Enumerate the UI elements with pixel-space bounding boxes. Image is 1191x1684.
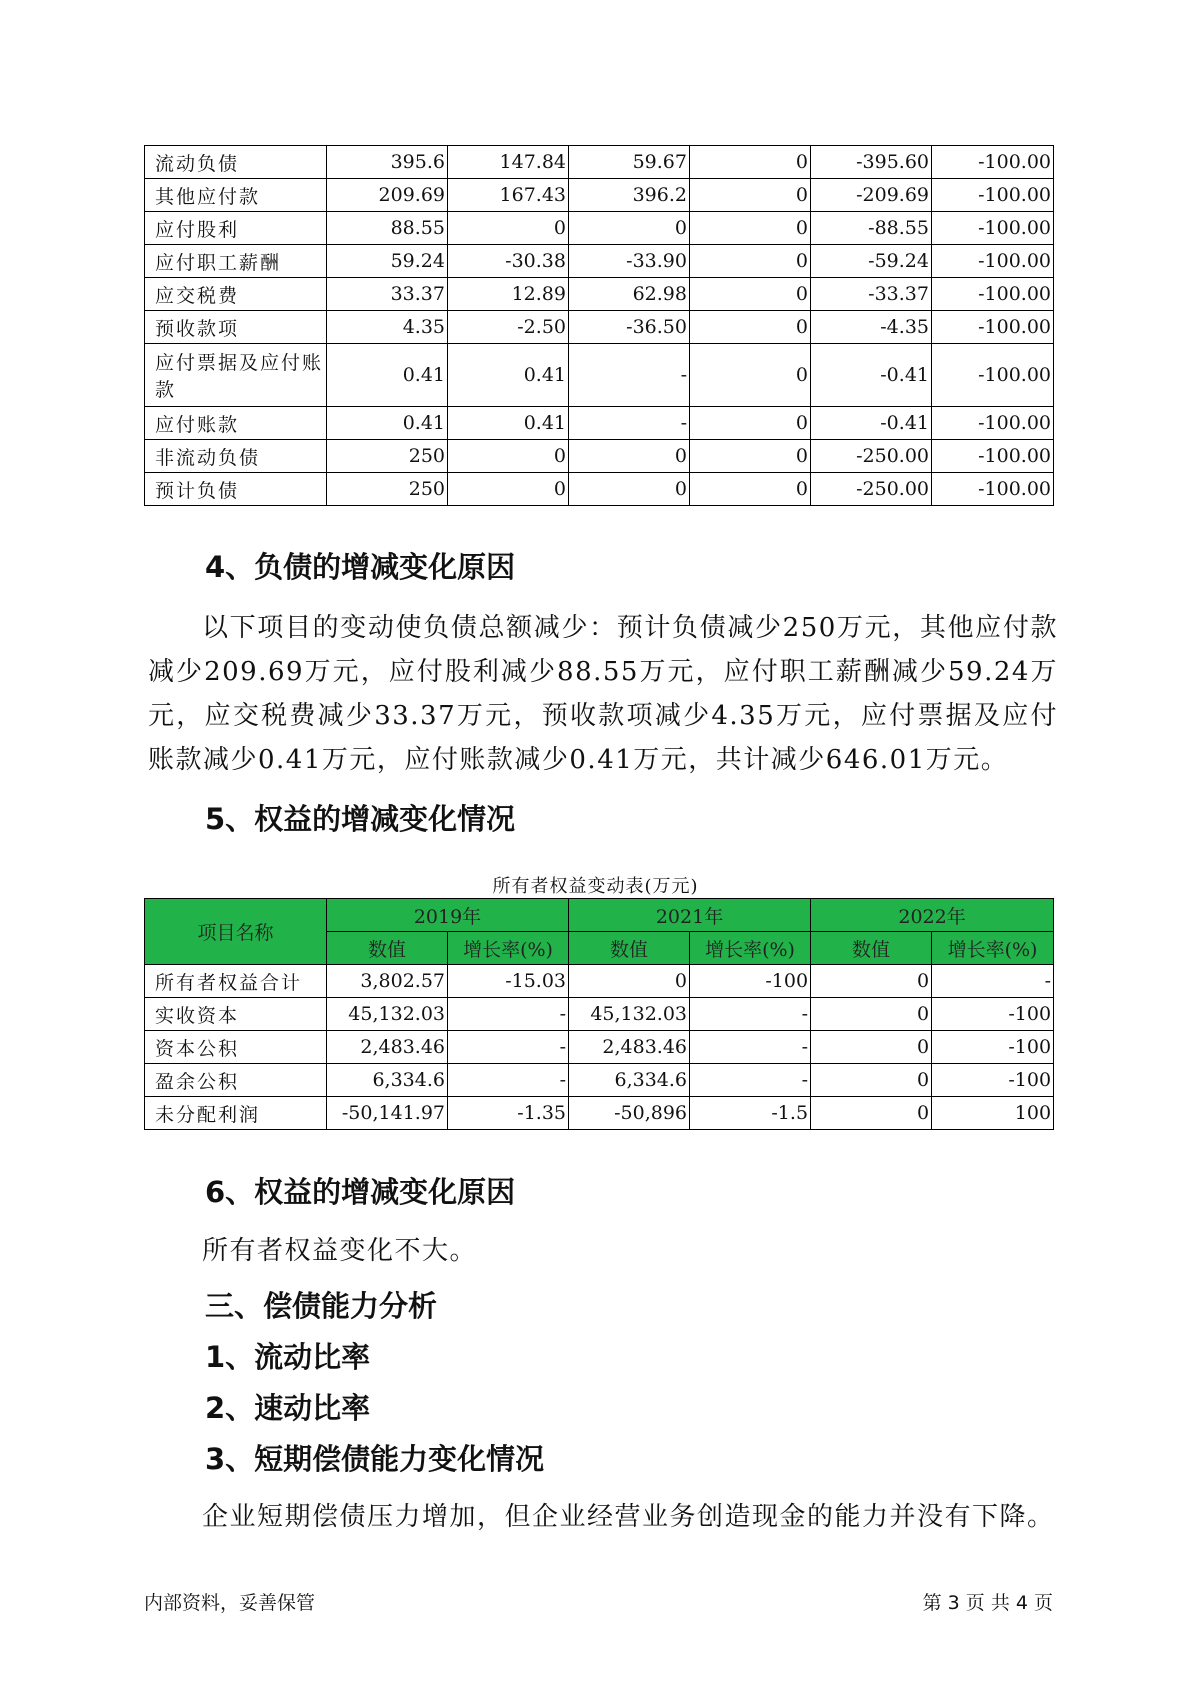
cell-value: 59.67 [569, 146, 690, 179]
cell-value: 6,334.6 [327, 1064, 448, 1097]
cell-value: - [448, 998, 569, 1031]
cell-value: 0 [448, 212, 569, 245]
cell-value: -30.38 [448, 245, 569, 278]
equity-table-caption: 所有者权益变动表(万元) [492, 876, 699, 897]
cell-value: 147.84 [448, 146, 569, 179]
equity-row [145, 1064, 1054, 1097]
row-label: 非流动负债 [145, 440, 327, 473]
cell-value: 395.6 [327, 146, 448, 179]
cell-value: 0 [811, 965, 932, 998]
row-label: 盈余公积 [145, 1064, 327, 1097]
cell-value: 0 [569, 965, 690, 998]
cell-value: 0 [690, 146, 811, 179]
row-label: 应付账款 [145, 407, 327, 440]
cell-value: 0 [690, 407, 811, 440]
liability-row [145, 179, 1054, 212]
cell-value: 0 [569, 473, 690, 506]
cell-value: 167.43 [448, 179, 569, 212]
cell-value: -100.00 [932, 212, 1054, 245]
cell-value: 0 [690, 344, 811, 407]
cell-value: -100.00 [932, 344, 1054, 407]
liability-row [145, 311, 1054, 344]
cell-value: -33.37 [811, 278, 932, 311]
heading-quick-ratio: 2、速动比率 [205, 1391, 371, 1425]
cell-value: 250 [327, 473, 448, 506]
liability-row [145, 440, 1054, 473]
cell-value: 0.41 [327, 344, 448, 407]
equity-row [145, 998, 1054, 1031]
cell-value: 209.69 [327, 179, 448, 212]
liability-table [144, 145, 1054, 506]
cell-value: -100.00 [932, 473, 1054, 506]
row-label: 预收款项 [145, 311, 327, 344]
cell-value: 33.37 [327, 278, 448, 311]
cell-value: 6,334.6 [569, 1064, 690, 1097]
cell-value: -100.00 [932, 179, 1054, 212]
liability-row [145, 278, 1054, 311]
row-label: 应付职工薪酬 [145, 245, 327, 278]
cell-value: - [448, 1031, 569, 1064]
cell-value: - [690, 1031, 811, 1064]
footer-note: 内部资料，妥善保管 [144, 1592, 316, 1614]
heading-current-ratio: 1、流动比率 [205, 1340, 371, 1374]
header-value: 数值 [327, 932, 448, 965]
cell-value: -59.24 [811, 245, 932, 278]
cell-value: - [569, 407, 690, 440]
cell-value: 396.2 [569, 179, 690, 212]
liability-reason-paragraph: 以下项目的变动使负债总额减少：预计负债减少250万元，其他应付款减少209.69万元，应付股利减少88.55万元，应付职工薪酬减少59.24万元，应交税费减少33.37万元，预收款项减少4.35万元，应付票据及应付账款减少0.41万元，应付账款减少0.41万元，共计减少646.01万元。 [148, 613, 1058, 775]
cell-value: -100 [932, 1064, 1054, 1097]
header-year-2022: 2022年 [811, 899, 1054, 932]
cell-value: 62.98 [569, 278, 690, 311]
row-label: 应付票据及应付账款 [145, 344, 327, 407]
header-year-2019: 2019年 [327, 899, 569, 932]
row-label: 资本公积 [145, 1031, 327, 1064]
cell-value: 0 [448, 440, 569, 473]
header-year-2021: 2021年 [569, 899, 811, 932]
cell-value: 0.41 [448, 344, 569, 407]
cell-value: 0 [569, 440, 690, 473]
cell-value: 0.41 [327, 407, 448, 440]
cell-value: 0.41 [448, 407, 569, 440]
cell-value: -100 [932, 1031, 1054, 1064]
cell-value: 4.35 [327, 311, 448, 344]
cell-value: 0 [811, 1031, 932, 1064]
header-rate: 增长率(%) [690, 932, 811, 965]
heading-equity-change: 5、权益的增减变化情况 [205, 802, 516, 836]
cell-value: -0.41 [811, 407, 932, 440]
cell-value: 45,132.03 [569, 998, 690, 1031]
cell-value: - [932, 965, 1054, 998]
cell-value: 0 [690, 245, 811, 278]
cell-value: -100.00 [932, 440, 1054, 473]
row-label: 应交税费 [145, 278, 327, 311]
row-label: 流动负债 [145, 146, 327, 179]
cell-value: - [448, 1064, 569, 1097]
cell-value: 59.24 [327, 245, 448, 278]
cell-value: -0.41 [811, 344, 932, 407]
equity-row [145, 965, 1054, 998]
liability-row [145, 344, 1054, 407]
cell-value: -2.50 [448, 311, 569, 344]
cell-value: -33.90 [569, 245, 690, 278]
header-value: 数值 [569, 932, 690, 965]
liability-row [145, 212, 1054, 245]
liability-row [145, 146, 1054, 179]
cell-value: -395.60 [811, 146, 932, 179]
cell-value: 0 [690, 278, 811, 311]
cell-value: -50,141.97 [327, 1097, 448, 1130]
cell-value: 3,802.57 [327, 965, 448, 998]
cell-value: 100 [932, 1097, 1054, 1130]
cell-value: - [690, 1064, 811, 1097]
cell-value: 0 [690, 473, 811, 506]
cell-value: - [569, 344, 690, 407]
header-value: 数值 [811, 932, 932, 965]
row-label: 未分配利润 [145, 1097, 327, 1130]
liability-row [145, 245, 1054, 278]
cell-value: -100.00 [932, 245, 1054, 278]
cell-value: -100.00 [932, 407, 1054, 440]
cell-value: -100 [932, 998, 1054, 1031]
cell-value: 2,483.46 [569, 1031, 690, 1064]
row-label: 预计负债 [145, 473, 327, 506]
equity-table [144, 898, 1054, 1130]
header-item-name: 项目名称 [145, 899, 327, 965]
cell-value: -100.00 [932, 146, 1054, 179]
row-label: 实收资本 [145, 998, 327, 1031]
liability-row [145, 473, 1054, 506]
cell-value: -1.5 [690, 1097, 811, 1130]
cell-value: 250 [327, 440, 448, 473]
cell-value: - [690, 998, 811, 1031]
header-rate: 增长率(%) [448, 932, 569, 965]
cell-value: 0 [811, 1064, 932, 1097]
cell-value: -100.00 [932, 278, 1054, 311]
cell-value: -15.03 [448, 965, 569, 998]
cell-value: -4.35 [811, 311, 932, 344]
row-label: 应付股利 [145, 212, 327, 245]
cell-value: 0 [448, 473, 569, 506]
header-rate: 增长率(%) [932, 932, 1054, 965]
cell-value: -88.55 [811, 212, 932, 245]
cell-value: 0 [690, 440, 811, 473]
cell-value: 12.89 [448, 278, 569, 311]
heading-equity-reason: 6、权益的增减变化原因 [205, 1175, 516, 1209]
cell-value: -250.00 [811, 473, 932, 506]
equity-row [145, 1097, 1054, 1130]
heading-solvency-analysis: 三、偿债能力分析 [205, 1289, 438, 1323]
cell-value: 0 [690, 212, 811, 245]
liability-row [145, 407, 1054, 440]
equity-row [145, 1031, 1054, 1064]
cell-value: -209.69 [811, 179, 932, 212]
equity-reason-paragraph: 所有者权益变化不大。 [202, 1236, 478, 1266]
page-number: 第 3 页 共 4 页 [922, 1592, 1053, 1614]
cell-value: -250.00 [811, 440, 932, 473]
cell-value: -1.35 [448, 1097, 569, 1130]
heading-liability-reason: 4、负债的增减变化原因 [205, 550, 516, 584]
cell-value: -36.50 [569, 311, 690, 344]
cell-value: -100 [690, 965, 811, 998]
short-term-solvency-paragraph: 企业短期偿债压力增加，但企业经营业务创造现金的能力并没有下降。 [202, 1502, 1055, 1532]
cell-value: 45,132.03 [327, 998, 448, 1031]
cell-value: -50,896 [569, 1097, 690, 1130]
cell-value: 0 [569, 212, 690, 245]
cell-value: 0 [690, 179, 811, 212]
cell-value: 0 [811, 998, 932, 1031]
cell-value: 88.55 [327, 212, 448, 245]
cell-value: 0 [811, 1097, 932, 1130]
heading-short-term-solvency: 3、短期偿债能力变化情况 [205, 1442, 545, 1476]
cell-value: 2,483.46 [327, 1031, 448, 1064]
row-label: 所有者权益合计 [145, 965, 327, 998]
cell-value: -100.00 [932, 311, 1054, 344]
cell-value: 0 [690, 311, 811, 344]
row-label: 其他应付款 [145, 179, 327, 212]
